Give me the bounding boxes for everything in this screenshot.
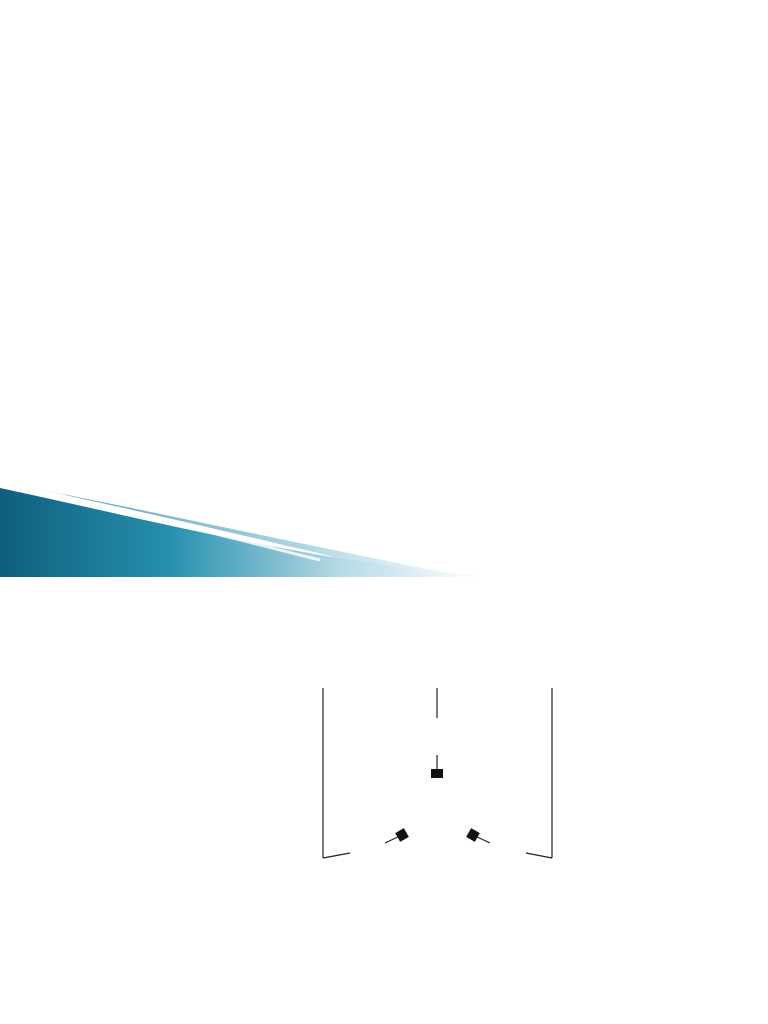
- series-motor-diagram: [290, 683, 640, 913]
- decorative-swoosh: [0, 480, 768, 577]
- bullet-shunt: [60, 330, 80, 350]
- slide-2: [0, 578, 768, 1024]
- bullet-series: [60, 295, 80, 315]
